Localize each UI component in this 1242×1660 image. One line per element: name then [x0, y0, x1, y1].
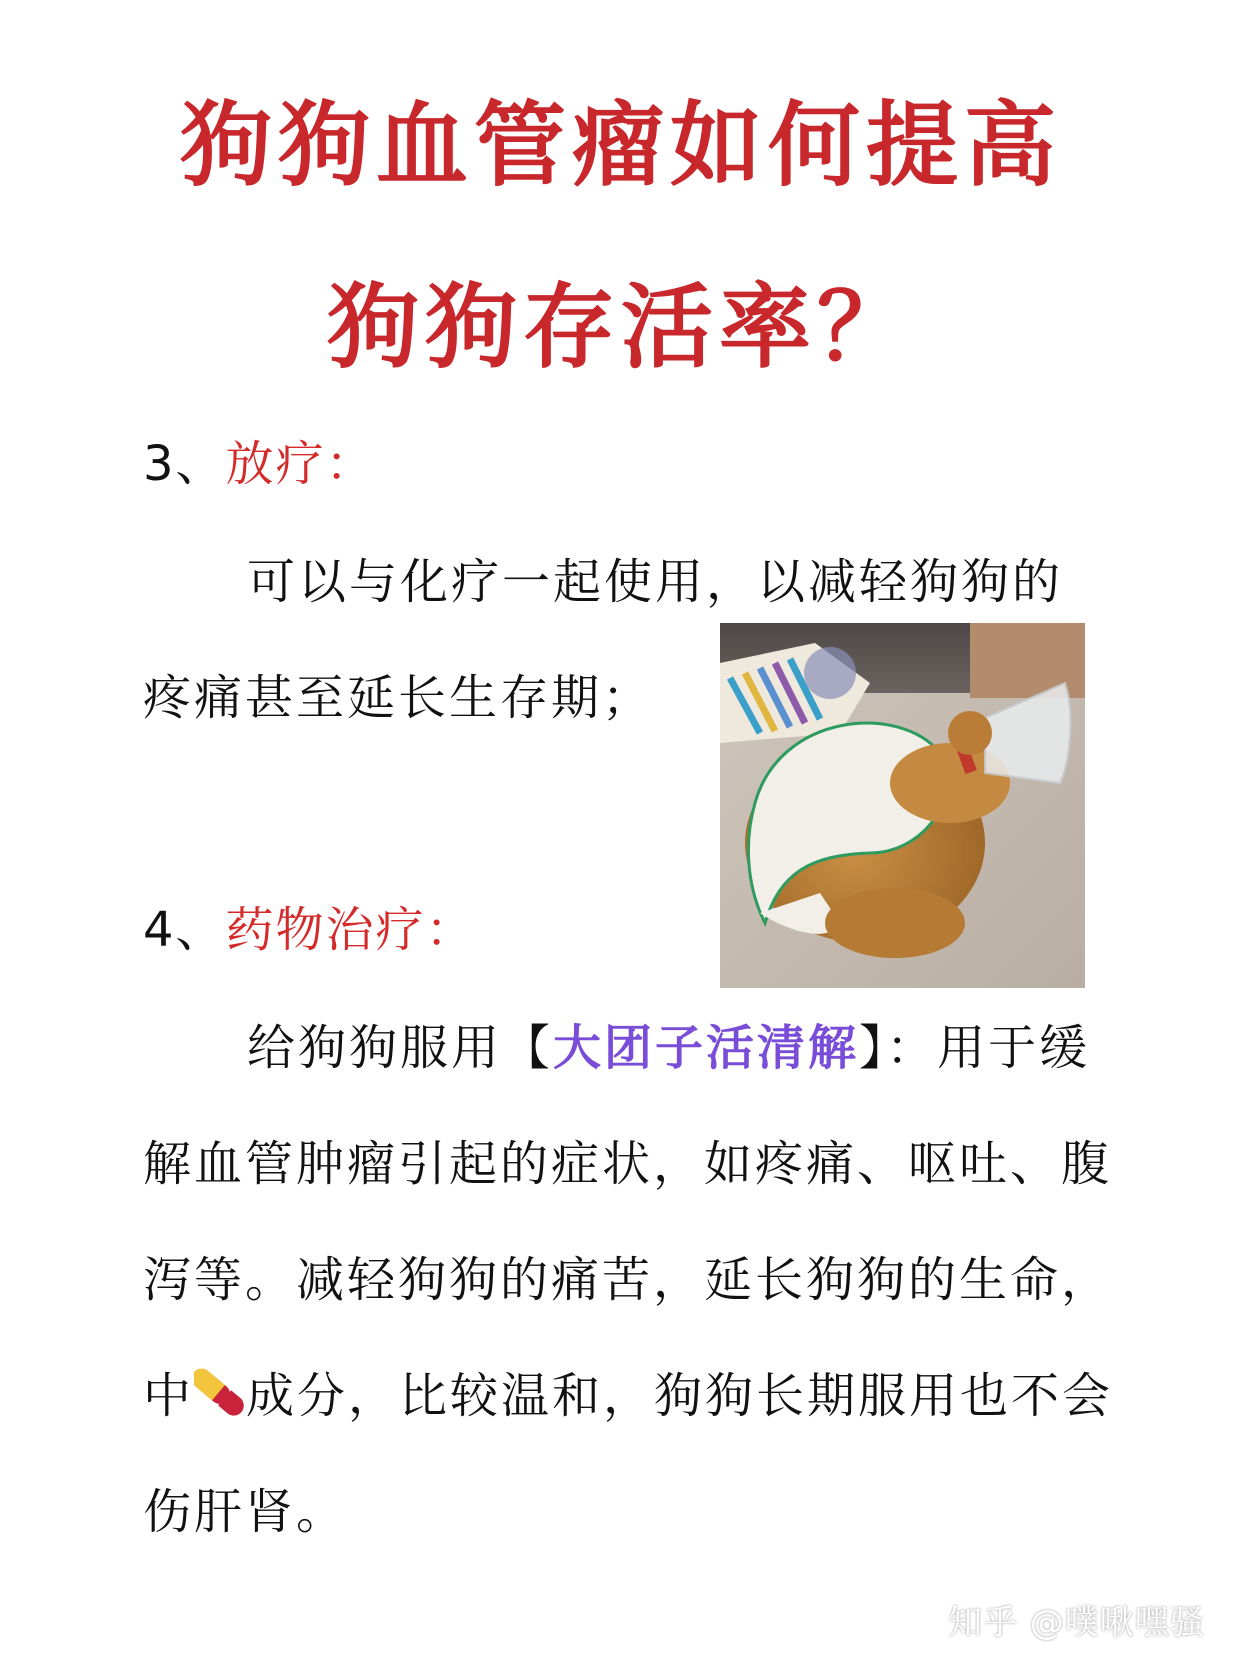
- page-title-line-2: 狗狗存活率？: [326, 274, 915, 381]
- bracket-open: 【: [502, 1020, 554, 1076]
- section-4-paragraph: [143, 990, 1123, 1570]
- watermark: 知乎 @噗啾嘿骚: [948, 1603, 1205, 1643]
- section-4-label: 药物治疗：: [225, 902, 476, 958]
- pill-icon: [194, 1368, 246, 1420]
- section-4-heading: [143, 902, 476, 958]
- product-name: 大团子活清解: [553, 1020, 860, 1076]
- dog-with-cone-image: [720, 623, 1085, 988]
- section-3-text: 可以与化疗一起使用，以减轻狗狗的疼痛甚至延长生存期；: [143, 554, 1064, 726]
- section-3-number: 3、: [143, 436, 226, 492]
- section-4-text-after: 成分，比较温和，狗狗长期服用也不会伤肝肾。: [143, 1368, 1114, 1540]
- dog-photo: [720, 623, 1085, 988]
- section-4-number: 4、: [143, 902, 226, 958]
- section-4-text-before: 给狗狗服用: [247, 1020, 503, 1076]
- section-4-text-mid: ：用于缓解血管肿瘤引起的症状，如疼痛、呕吐、腹泻等。减轻狗狗的痛苦，延长狗狗的生命，中: [143, 1020, 1113, 1424]
- bracket-close: 】: [859, 1020, 887, 1076]
- page-title-line-1: 狗狗血管瘤如何提高: [179, 92, 1062, 199]
- section-3-label: 放疗：: [225, 436, 376, 492]
- section-3-heading: [143, 436, 376, 492]
